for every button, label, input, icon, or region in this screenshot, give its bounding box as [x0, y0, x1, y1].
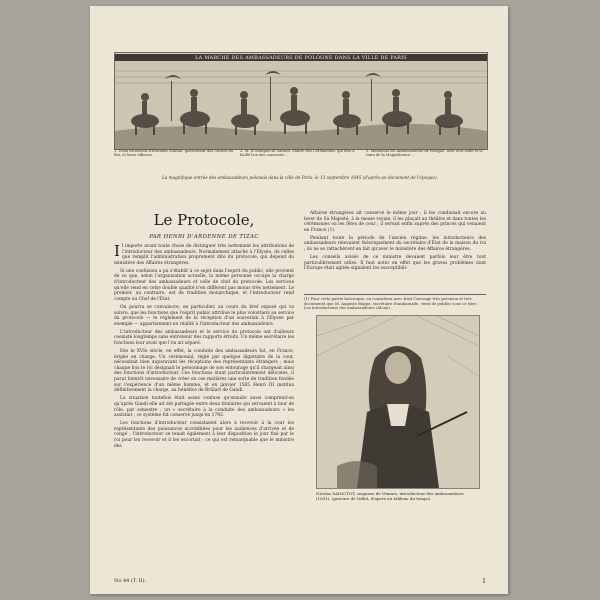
article-paragraph: Dès le XVIe siècle, en effet, la conduite des ambassadeurs fut, en France, érigée en charge. Un cérémonial, réglé par quelque dignitaire de la cour, nécessitait bien auparavant les réceptions des représentants étrangers ; mais chaque fois le roi désignait le personnage de son entourage qu'il chargeait ainsi des fonctions d'introducteur. Ces fonctions étant particulièrement délicates, il parut bientôt nécessaire de créer en ces matières une sorte de tradition fondée sur l'expérience d'un même homme, et en janvier 1585 Henri III institua définitivement la charge, au bénéfice de Brûlart de Gandi. — [114, 349, 294, 394]
article-paragraph: La situation toutefois était assez confuse qu'ensuite aussi comprend-on qu'après Gandi elle ait été partagée entre deux titulaires qui servaient à tour de rôle, par semestre ; un « secrétaire à la conduite des ambassadeurs » les assistait ; ce système fut conservé jusqu'en 1792. — [114, 396, 294, 419]
article-paragraph: Il importe avant toute chose de distinguer très nettement les attributions de l'introducteur des ambassadeurs. Normalement attaché à l'Elysée, de celles que remplit l'administration proprement dite du protocole, qui dépend du ministère des Affaires étrangères. — [114, 242, 294, 266]
article-byline: PAR HENRI D'ARDENNE DE TIZAC — [149, 234, 259, 240]
portrait-illustration — [317, 316, 479, 488]
engraving-title: LA MARCHE DES AMBASSADEURS DE POLOGNE DANS LA VILLE DE PARIS — [115, 54, 487, 62]
article-paragraph: L'introducteur des ambassadeurs et le service du protocole ont d'ailleurs coexisté longtemps sans entretenir des rapports étroits. Un même secrétaire les fonctions leur avait que l'on ait séparé. — [114, 329, 294, 346]
drop-cap: I — [114, 242, 120, 260]
engraving-legend — [114, 149, 486, 173]
legend-entry: 1. Deux escadrons d'Estrades Maison, gouverneur des Gardes du Roi, et leurs officiers ... — [114, 149, 234, 158]
article-paragraph: Pendant toute la période de l'ancien régime, les introducteurs des ambassadeurs relevaient théoriquement du secrétaire d'État de la maison du roi ; ils ne se rattachèrent en fait qu'avec le ministère des Affaires étrangères. — [304, 235, 486, 253]
legend-entry: 2. M. le Marquis de Saintot, Maître des Cérémonies, qui leur a baillé l'un des carrosses ... — [240, 149, 355, 158]
procession-illustration — [115, 61, 487, 149]
article-paragraph: Les fonctions d'introducteur consistaient alors à recevoir à la cour les représentants des puissances accréditées pour les audiences d'arrivée et de congé ; l'introducteur se tenait également à leur disposition le jour fixé par le roi pour les recevoir et il les escortait ; ce qui est remarquable que le ministre des — [114, 421, 294, 449]
portrait-caption: Nicolas SAINCTOT, seigneur de Vemars, introducteur des ambassadeurs (1691), (gravure de Vallet, d'après un tableau du temps). — [316, 491, 464, 501]
article-paragraph: Affaires étrangères ait conservé le même jour ; il les conduisait encore au lever de Sa Majesté, à la messe royale, il les plaçait au théâtre et dans toutes les cérémonies ou les fêtes de cour ; il servait enfin auprès des princes qui venaient en France (1). — [304, 211, 486, 233]
page-number: 1 — [482, 578, 486, 585]
article-paragraph: On pourra se convaincre, en particulier, au cours du bref exposé qui va suivre, que les fonctions que l'esprit public attribue le plus volontiers au service du protocole — le règlement de la réception d'un souverain à l'Elysée par exemple — appartiennent en réalité à l'introducteur des ambassadeurs. — [114, 304, 294, 327]
procession-engraving — [114, 52, 488, 150]
legend-entry: 3. Messieurs les Ambassadeurs de Pologne, avec leur suite et le train de la Magnificence ... — [366, 149, 483, 158]
magazine-page — [90, 6, 508, 594]
article-left-column — [114, 244, 294, 452]
article-right-column — [304, 211, 486, 274]
article-title: Le Protocole, — [153, 211, 255, 229]
article-paragraph: Les conseils avisés de ce ministre devaient parfois leur être tout particulièrement utiles. Il faut noter en effet que les graves problèmes dont l'Europe était agitée signalent les susceptibili- — [304, 255, 486, 272]
article-paragraph: Si une confusion a pu s'établir à ce sujet dans l'esprit du public, elle provient de ce que, selon l'organisation actuelle, la même personne occupe la charge d'introducteur des ambassadeurs et celle de chef du protocole. Les services qu'elle rend en cette double qualité n'en diffèrent pas moins très nettement. Le premier, au contraire, est de tradition monarchique, et l'introducteur rend compte au Chef de l'État. — [114, 268, 294, 302]
issue-number: No 44 (T. II). — [114, 578, 147, 584]
footnote: (1) Pour cette partie historique, on consultera avec fruit l'ouvrage très précieux et très documenté que M. Auguste Boppe, secrétaire d'ambassade, vient de publier sous ce titre : Les introducteurs des ambassadeurs (Alcan). — [304, 294, 486, 311]
engraving-caption: La magnifique entrée des ambassadeurs polonais dans la ville de Paris, le 13 septembre 1645 (d'après un document de l'époque). — [162, 175, 438, 180]
portrait-engraving — [316, 315, 480, 489]
